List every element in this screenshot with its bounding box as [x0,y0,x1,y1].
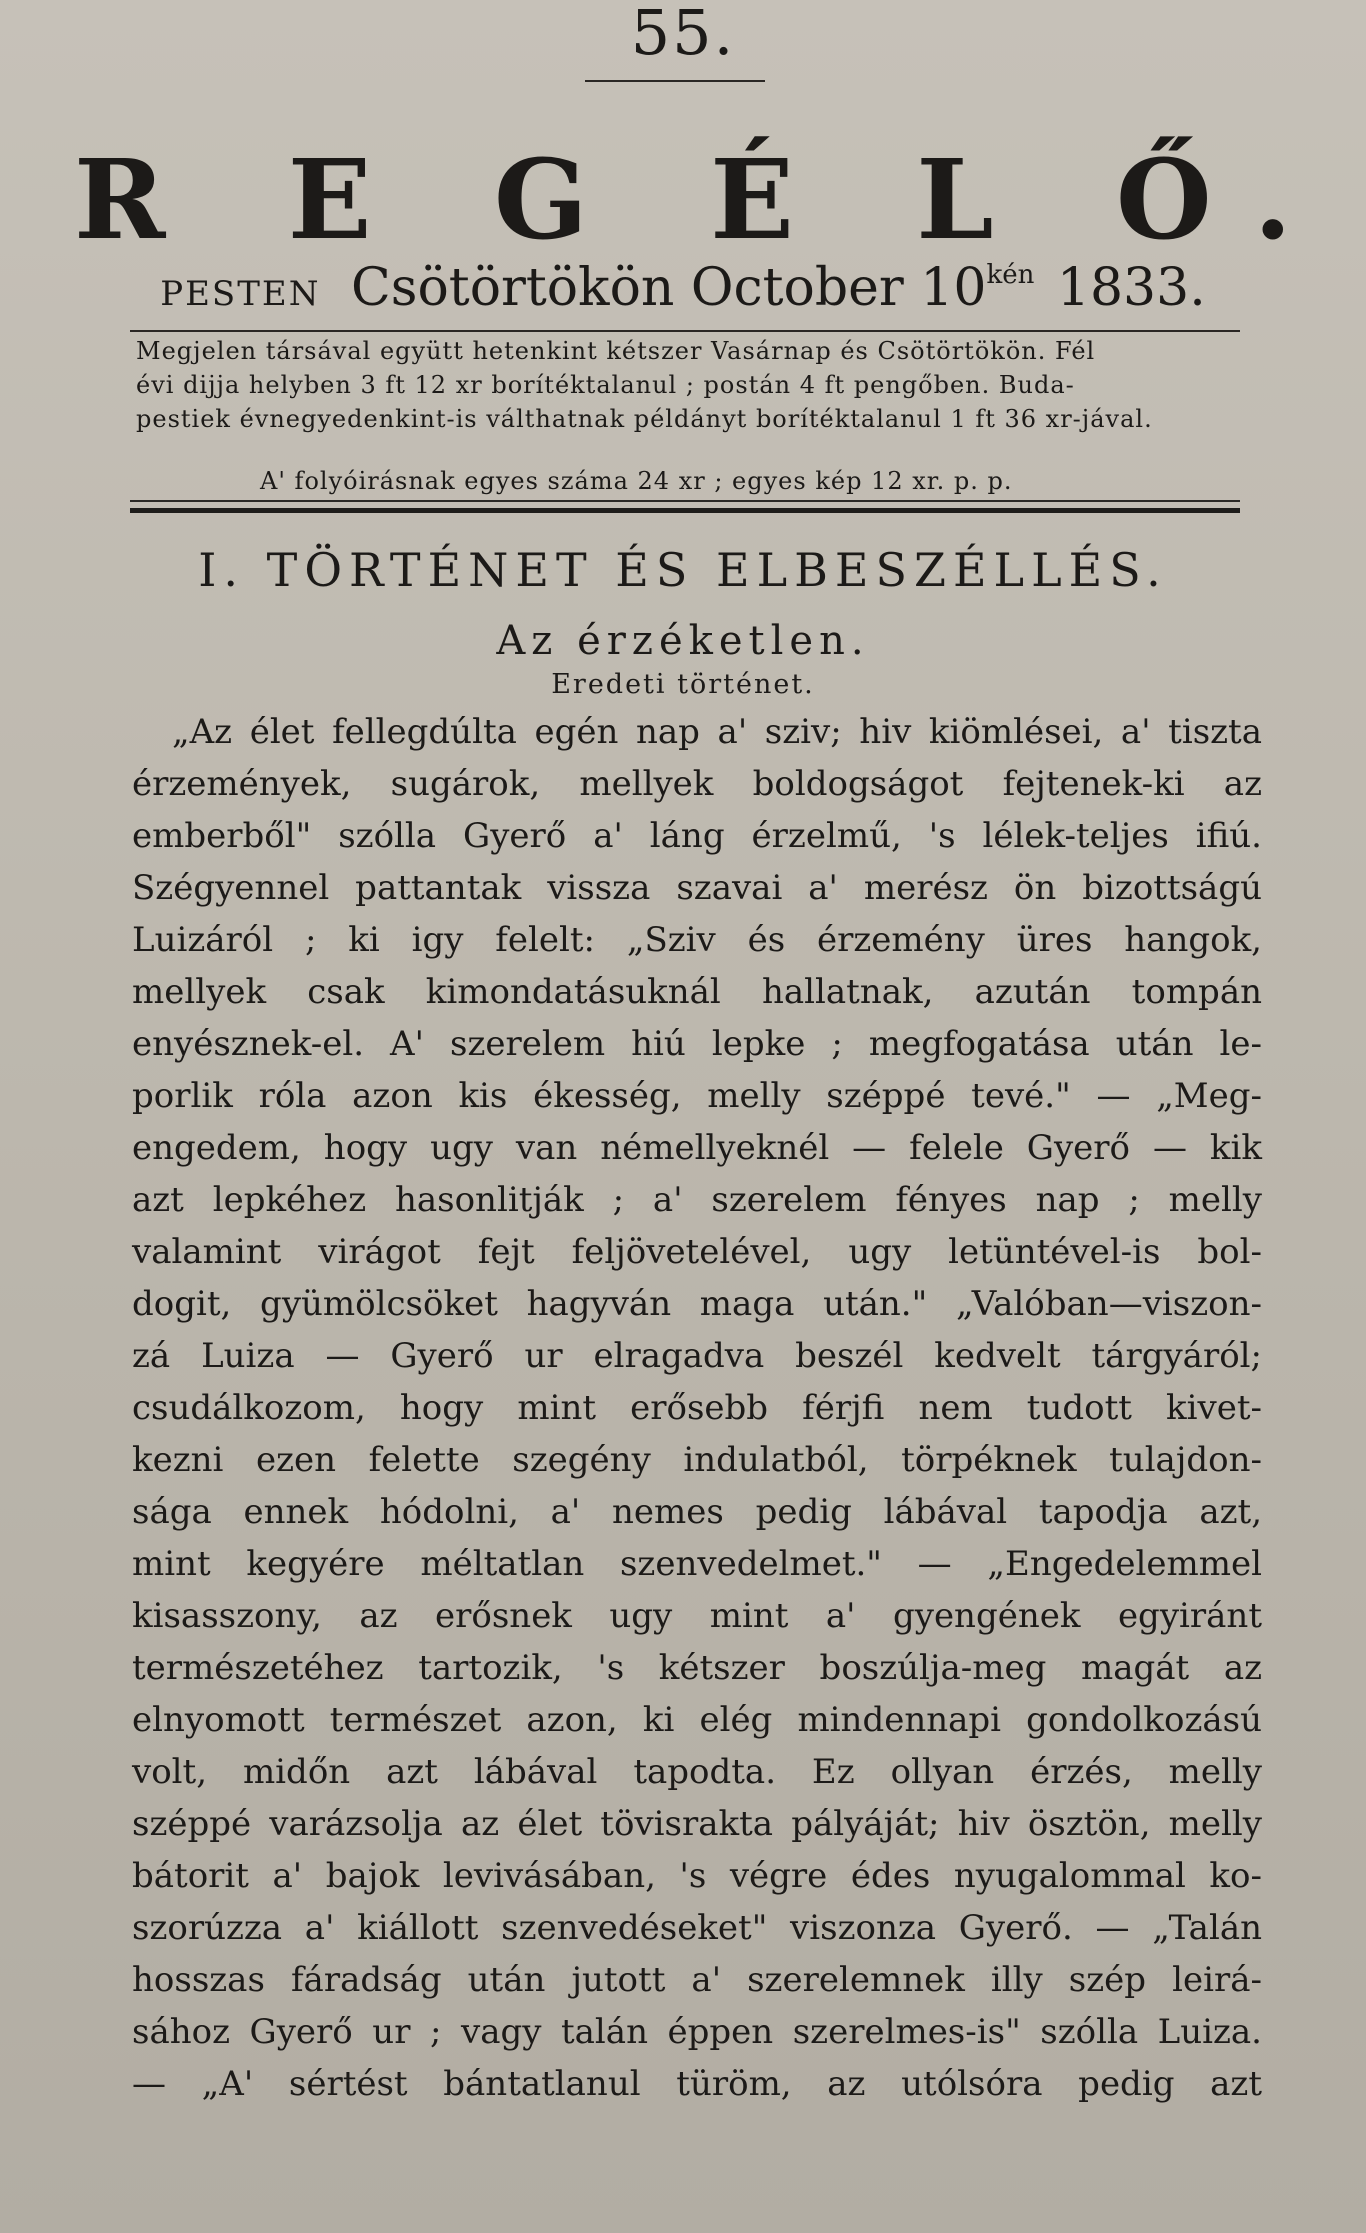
article-body [132,706,1262,2110]
body-line: engedem, hogy ugy van némellyeknél — felele Gyerő — kik [132,1128,1262,1168]
masthead-title: R E G É L Ő. [74,135,1334,264]
body-line: valamint virágot fejt feljövetelével, ugy letüntével-is bol- [132,1232,1262,1272]
body-line: mellyek csak kimondatásuknál hallatnak, azután tompán [132,972,1262,1012]
body-line: emberből" szólla Gyerő a' láng érzelmű, 's lélek-teljes ifiú. [132,816,1262,856]
body-line: mint kegyére méltatlan szenvedelmet." — „Engedelemmel [132,1544,1262,1584]
notice-rule-thin [130,500,1240,502]
body-line: kisasszony, az erősnek ugy mint a' gyengének egyiránt [132,1596,1262,1636]
body-line: sága ennek hódolni, a' nemes pedig lábával tapodja azt, [132,1492,1262,1532]
header-rule-top [130,330,1240,332]
body-line: Szégyennel pattantak vissza szavai a' merész ön bizottságú [132,868,1262,908]
dateline-superscript: kén [986,260,1035,290]
story-subtitle: Eredeti történet. [551,669,815,700]
body-line: elnyomott természet azon, ki elég mindennapi gondolkozású [132,1700,1262,1740]
body-line: Luizáról ; ki igy felelt: „Sziv és érzemény üres hangok, [132,920,1262,960]
body-line: zá Luiza — Gyerő ur elragadva beszél kedvelt tárgyáról; [132,1336,1262,1376]
dateline-year: 1833. [1056,258,1206,318]
body-line: természetéhez tartozik, 's kétszer boszúlja-meg magát az [132,1648,1262,1688]
page-number-rule [585,80,765,82]
body-line: volt, midőn azt lábával tapodta. Ez ollyan érzés, melly [132,1752,1262,1792]
body-line: azt lepkéhez hasonlitják ; a' szerelem fényes nap ; melly [132,1180,1262,1220]
notice-line: pestiek évnegyedenkint-is válthatnak példányt borítéktalanul 1 ft 36 xr-jával. [136,405,1153,433]
page-number: 55. [630,0,736,69]
story-title: Az érzéketlen. [496,618,870,664]
body-line: porlik róla azon kis ékesség, melly széppé tevé." — „Meg- [132,1076,1262,1116]
body-line: enyésznek-el. A' szerelem hiú lepke ; megfogatása után le- [132,1024,1262,1064]
notice-line: Megjelen társával együtt hetenkint kétszer Vasárnap és Csötörtökön. Fél [136,337,1096,365]
body-line: — „A' sértést bántatlanul türöm, az utólsóra pedig azt [132,2064,1262,2104]
body-line: bátorit a' bajok levivásában, 's végre édes nyugalommal ko- [132,1856,1262,1896]
notice-line: A' folyóirásnak egyes száma 24 xr ; egyes kép 12 xr. p. p. [260,467,1013,495]
body-line: dogit, gyümölcsöket hagyván maga után." „Valóban—viszon- [132,1284,1262,1324]
body-line: „Az élet fellegdúlta egén nap a' sziv; hiv kiömlései, a' tiszta [172,712,1262,752]
notice-line: évi dijja helyben 3 ft 12 xr borítéktalanul ; postán 4 ft pengőben. Buda- [136,371,1075,399]
body-line: sához Gyerő ur ; vagy talán éppen szerelmes-is" szólla Luiza. [132,2012,1262,2052]
section-heading: I. TÖRTÉNET ÉS ELBESZÉLLÉS. [198,543,1168,597]
body-line: szorúzza a' kiállott szenvedéseket" viszonza Gyerő. — „Talán [132,1908,1262,1948]
notice-rule-thick [130,508,1240,513]
dateline-city: PESTEN [160,274,321,314]
body-line: csudálkozom, hogy mint erősebb férjfi nem tudott kivet- [132,1388,1262,1428]
body-line: hosszas fáradság után jutott a' szerelemnek illy szép leirá- [132,1960,1262,2000]
body-line: széppé varázsolja az élet tövisrakta pályáját; hiv ösztön, melly [132,1804,1262,1844]
dateline-text: Csötörtökön October 10 [351,258,987,318]
dateline [0,240,1366,329]
body-line: érzemények, sugárok, mellyek boldogságot fejtenek-ki az [132,764,1262,804]
body-line: kezni ezen felette szegény indulatból, törpéknek tulajdon- [132,1440,1262,1480]
